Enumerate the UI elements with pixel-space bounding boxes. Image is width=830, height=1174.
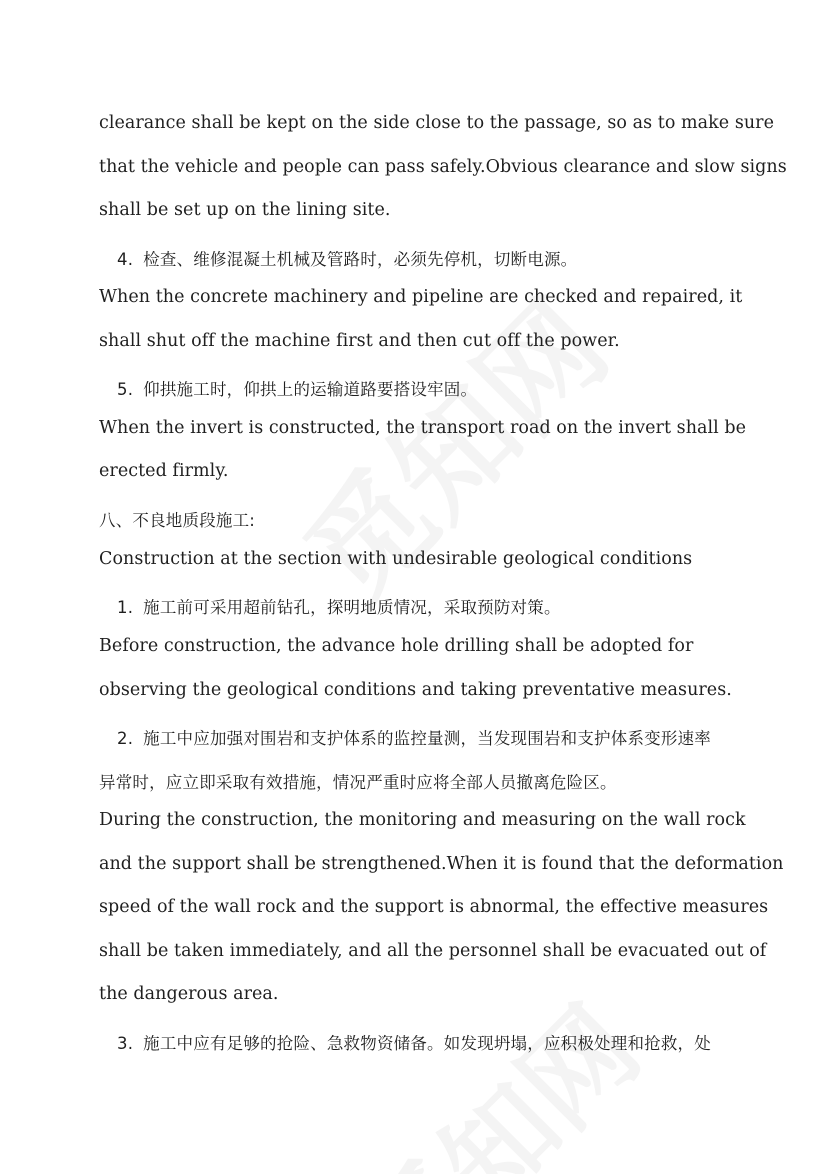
text-line: clearance shall be kept on the side close to the passage, so as to make sure [99, 113, 775, 133]
list-number: 5. [117, 380, 134, 399]
watermark-bottom [322, 966, 667, 1174]
section-heading: 八、不良地质段施工: [99, 511, 256, 530]
text-line: the dangerous area. [99, 984, 279, 1004]
list-number: 1. [117, 598, 134, 617]
list-number: 3. [117, 1034, 134, 1053]
list-item-text: 施工前可采用超前钻孔，探明地质情况，采取预防对策。 [143, 598, 561, 617]
list-item-text: 仰拱施工时，仰拱上的运输道路要搭设牢固。 [143, 380, 478, 399]
text-line: observing the geological conditions and taking preventative measures. [99, 680, 732, 700]
text-line: speed of the wall rock and the support is abnormal, the effective measures [99, 897, 769, 917]
list-number: 2. [117, 729, 134, 748]
list-item-3 [117, 1030, 711, 1054]
list-item-1 [117, 594, 561, 618]
text-line: and the support shall be strengthened.When it is found that the deformation [99, 854, 784, 874]
watermark [262, 258, 638, 634]
list-number: 4. [117, 250, 134, 269]
list-item-2 [117, 725, 711, 749]
text-line: When the concrete machinery and pipeline are checked and repaired, it [99, 287, 743, 307]
text-line: Before construction, the advance hole drilling shall be adopted for [99, 636, 694, 656]
list-item-text: 施工中应加强对围岩和支护体系的监控量测，当发现围岩和支护体系变形速率 [143, 729, 711, 748]
text-line-zh: 异常时，应立即采取有效措施，情况严重时应将全部人员撤离危险区。 [99, 773, 617, 792]
list-item-4 [117, 246, 577, 270]
section-heading-en: Construction at the section with undesirable geological conditions [99, 549, 693, 569]
text-line: shall be set up on the lining site. [99, 200, 391, 220]
text-line: erected firmly. [99, 461, 229, 481]
text-line: that the vehicle and people can pass safely.Obvious clearance and slow signs [99, 157, 787, 177]
text-line: shall be taken immediately, and all the personnel shall be evacuated out of [99, 941, 767, 961]
text-line: When the invert is constructed, the transport road on the invert shall be [99, 418, 747, 438]
list-item-text: 检查、维修混凝土机械及管路时，必须先停机，切断电源。 [143, 250, 578, 269]
list-item-5 [117, 376, 477, 400]
text-line: shall shut off the machine first and then cut off the power. [99, 331, 620, 351]
list-item-text: 施工中应有足够的抢险、急救物资储备。如发现坍塌，应积极处理和抢救，处 [143, 1034, 711, 1053]
text-line: During the construction, the monitoring and measuring on the wall rock [99, 810, 746, 830]
